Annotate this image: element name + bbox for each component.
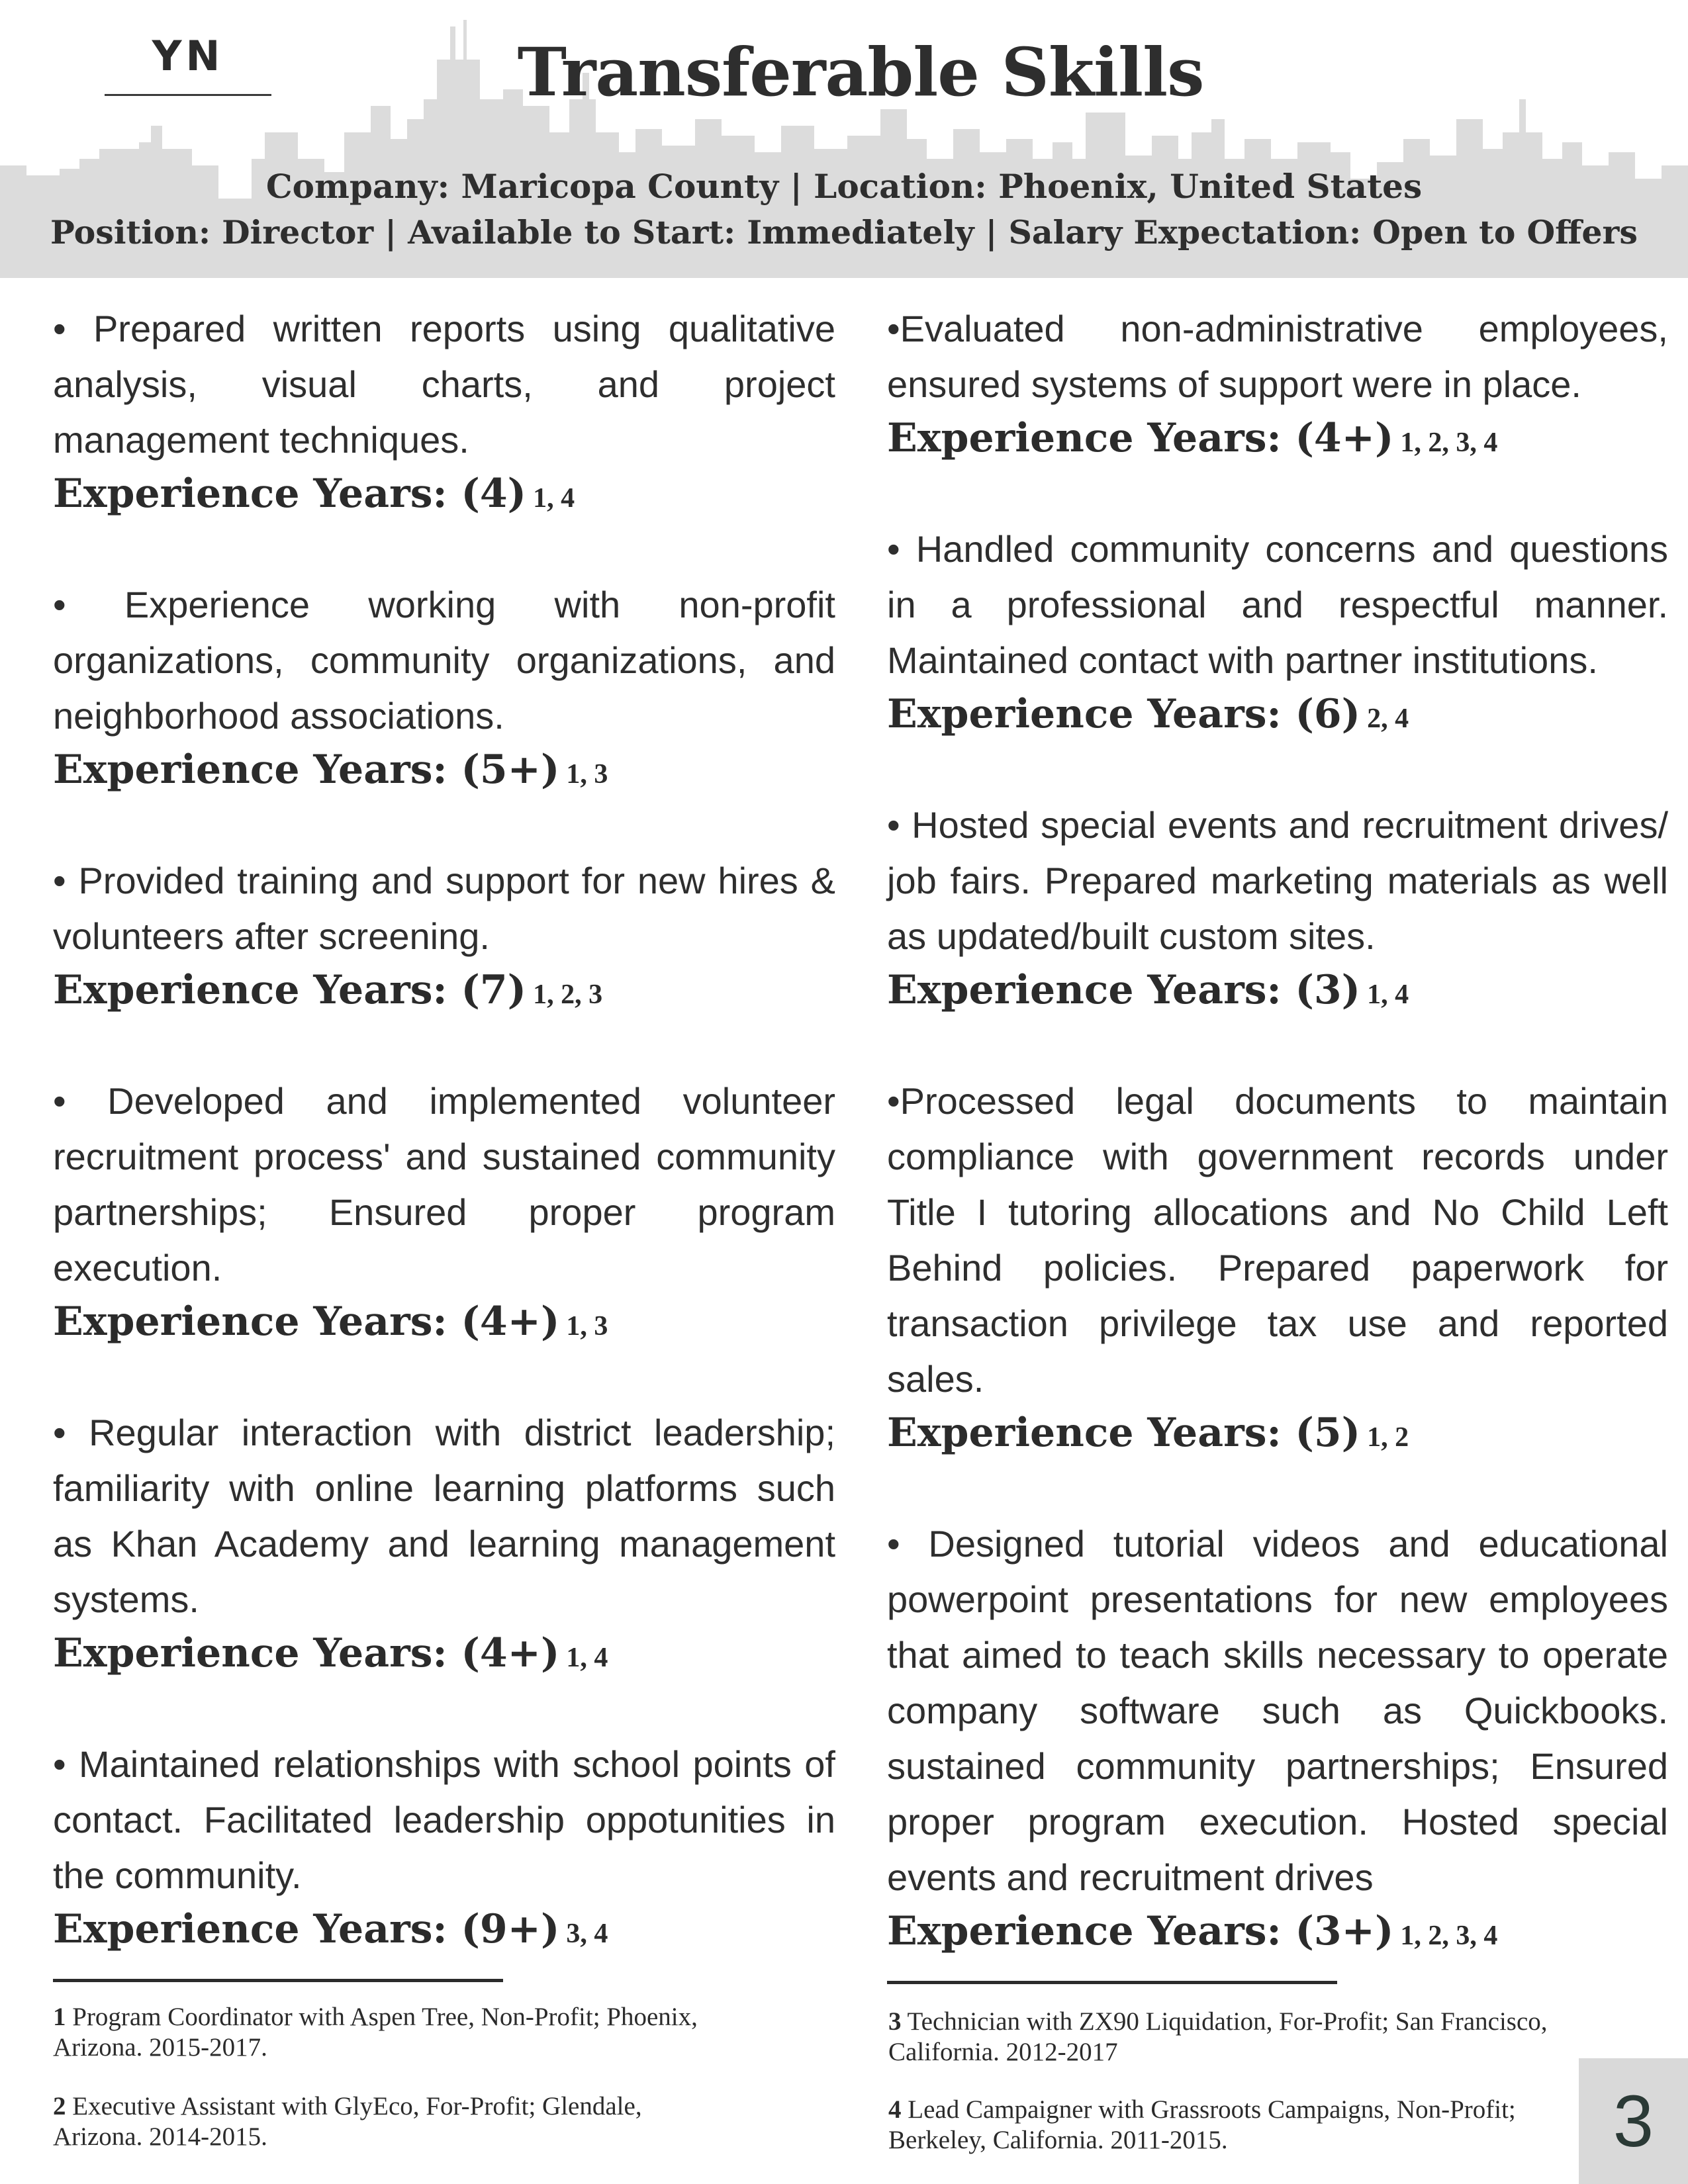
experience-years: [53, 1627, 835, 1684]
right-skills-column: [887, 301, 1668, 1962]
skill-item: [53, 1073, 835, 1352]
experience-years: [887, 1905, 1668, 1962]
skill-item: [53, 577, 835, 800]
experience-label: Experience Years:: [887, 415, 1282, 461]
footnote-text: Technician with ZX90 Liquidation, For-Profit; San Francisco, California. 2012-2017: [888, 2007, 1548, 2066]
skill-description: • Experience working with non-profit organizations, community organizations, and neighborhood associations.: [53, 584, 835, 737]
skill-item: [53, 1737, 835, 1960]
skill-item: [53, 853, 835, 1021]
experience-value: (4+): [461, 1630, 560, 1676]
experience-value: (3+): [1295, 1908, 1394, 1954]
experience-label: Experience Years:: [53, 1298, 447, 1345]
experience-value: (4+): [461, 1298, 560, 1345]
experience-label: Experience Years:: [53, 1906, 447, 1952]
footnote-divider-left: [53, 1979, 503, 1982]
experience-label: Experience Years:: [53, 967, 447, 1013]
footnote-2: [53, 2091, 669, 2152]
experience-years: [53, 468, 835, 524]
monogram-logo: YN: [152, 32, 224, 80]
skill-item: [887, 797, 1668, 1021]
skill-item: [53, 301, 835, 524]
experience-years: [887, 412, 1668, 469]
footnote-number: 4: [888, 2095, 902, 2124]
experience-label: Experience Years:: [887, 1410, 1282, 1456]
experience-years: [53, 1903, 835, 1960]
experience-refs: 2, 4: [1367, 704, 1409, 734]
skill-description: • Maintained relationships with school points of contact. Facilitated leadership oppotunities in the community.: [53, 1743, 835, 1896]
skill-description: • Prepared written reports using qualitative analysis, visual charts, and project management techniques.: [53, 308, 835, 461]
skill-description: • Regular interaction with district leadership; familiarity with online learning platforms such as Khan Academy and learning management systems.: [53, 1412, 835, 1620]
experience-refs: 1, 3: [566, 1311, 608, 1342]
experience-label: Experience Years:: [887, 967, 1282, 1013]
experience-value: (6): [1295, 691, 1361, 737]
experience-label: Experience Years:: [887, 691, 1282, 737]
skill-item: [887, 1073, 1668, 1463]
footnote-4: [888, 2095, 1550, 2156]
experience-years: [53, 964, 835, 1021]
experience-years: [53, 744, 835, 800]
skill-item: [887, 522, 1668, 745]
skill-description: • Designed tutorial videos and educational powerpoint presentations for new employees that aimed to teach skills necessary to operate company software such as Quickbooks. sustained community partnerships; Ensured proper program execution. Hosted special events and recruitment drives: [887, 1523, 1668, 1898]
skill-description: • Hosted special events and recruitment drives/ job fairs. Prepared marketing materials as well as updated/built custom sites.: [887, 804, 1668, 957]
skill-description: •Evaluated non-administrative employees, ensured systems of support were in place.: [887, 308, 1668, 405]
footnote-text: Lead Campaigner with Grassroots Campaigns, Non-Profit; Berkeley, California. 2011-2015.: [888, 2095, 1516, 2154]
experience-label: Experience Years:: [887, 1908, 1282, 1954]
experience-years: [887, 688, 1668, 745]
skill-description: • Handled community concerns and questions in a professional and respectful manner. Maintained contact with partner institutions.: [887, 528, 1668, 681]
experience-refs: 1, 2, 3, 4: [1400, 428, 1498, 458]
experience-refs: 1, 2: [1367, 1422, 1409, 1453]
experience-value: (3): [1295, 967, 1361, 1013]
footnote-number: 3: [888, 2007, 902, 2036]
experience-years: [53, 1296, 835, 1352]
footnote-text: Executive Assistant with GlyEco, For-Profit; Glendale, Arizona. 2014-2015.: [53, 2092, 642, 2151]
experience-value: (9+): [461, 1906, 560, 1952]
experience-value: (7): [461, 967, 527, 1013]
skill-item: [887, 1516, 1668, 1962]
page-number: 3: [1579, 2058, 1688, 2184]
experience-value: (4+): [1295, 415, 1394, 461]
skill-item: [887, 301, 1668, 469]
experience-refs: 1, 4: [1367, 979, 1409, 1010]
experience-value: (5): [1295, 1410, 1361, 1456]
experience-refs: 1, 4: [533, 483, 575, 514]
position-availability-line: Position: Director | Available to Start: Immediately | Salary Expectation: Open to Offers: [50, 213, 1638, 251]
skill-description: • Developed and implemented volunteer recruitment process' and sustained community partnerships; Ensured proper program execution.: [53, 1080, 835, 1289]
footnote-number: 1: [53, 2003, 66, 2031]
skill-description: •Processed legal documents to maintain compliance with government records under Title I tutoring allocations and No Child Left Behind policies. Prepared paperwork for transaction privilege tax use and reported sales.: [887, 1080, 1668, 1400]
experience-refs: 1, 3: [566, 759, 608, 790]
left-skills-column: [53, 301, 835, 1960]
footnote-divider-right: [887, 1981, 1337, 1984]
experience-refs: 3, 4: [566, 1919, 608, 1949]
experience-years: [887, 964, 1668, 1021]
footnote-number: 2: [53, 2092, 66, 2120]
experience-refs: 1, 2, 3, 4: [1400, 1921, 1498, 1951]
skill-item: [53, 1405, 835, 1684]
experience-label: Experience Years:: [53, 471, 447, 517]
footnote-3: [888, 2007, 1550, 2068]
experience-value: (5+): [461, 747, 560, 793]
experience-label: Experience Years:: [53, 1630, 447, 1676]
monogram-underline: [105, 94, 271, 96]
experience-refs: 1, 2, 3: [533, 979, 603, 1010]
footnote-1: [53, 2002, 715, 2063]
footnote-text: Program Coordinator with Aspen Tree, Non-Profit; Phoenix, Arizona. 2015-2017.: [53, 2003, 698, 2062]
experience-refs: 1, 4: [566, 1643, 608, 1673]
company-location-line: Company: Maricopa County | Location: Phoenix, United States: [265, 167, 1423, 206]
experience-value: (4): [461, 471, 527, 517]
experience-years: [887, 1407, 1668, 1463]
experience-label: Experience Years:: [53, 747, 447, 793]
page-title: Transferable Skills: [517, 33, 1204, 111]
skill-description: • Provided training and support for new hires & volunteers after screening.: [53, 860, 835, 957]
